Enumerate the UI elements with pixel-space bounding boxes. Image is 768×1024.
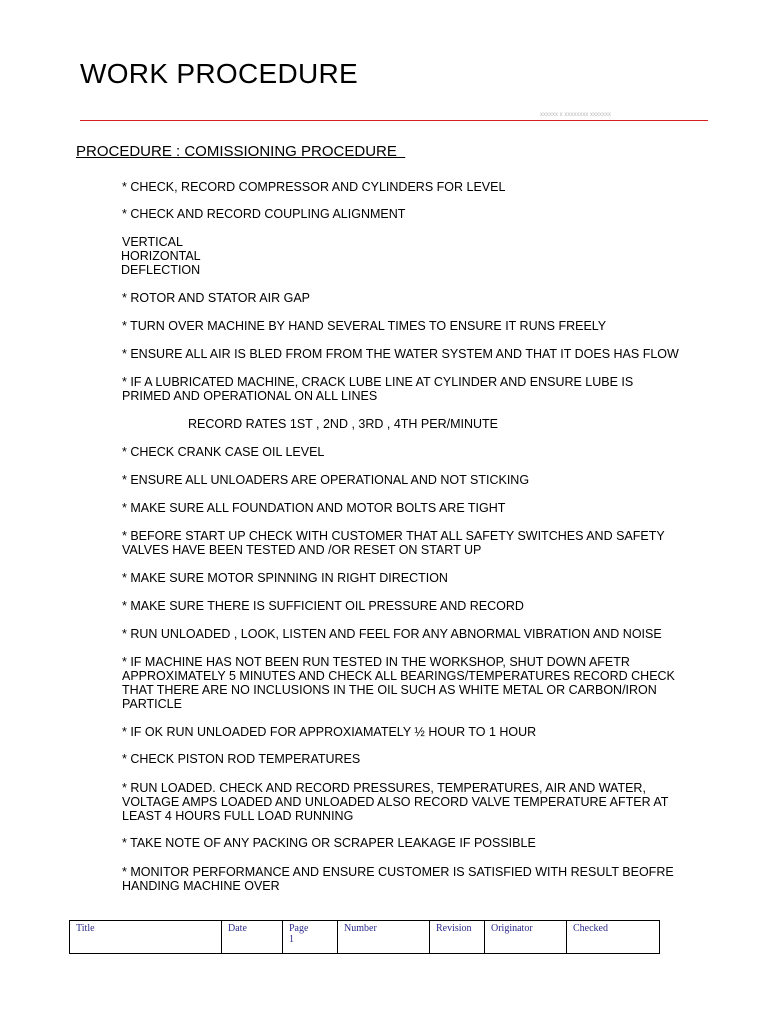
step-item: * ROTOR AND STATOR AIR GAP [122, 291, 311, 305]
alignment-item: DEFLECTION [121, 263, 201, 277]
footer-page-cell [283, 921, 338, 954]
footer-number-label: Number [344, 923, 377, 934]
footer-checked-label: Checked [573, 923, 608, 934]
procedure-heading-text: PROCEDURE : COMISSIONING PROCEDURE [76, 143, 406, 160]
step-item: * TAKE NOTE OF ANY PACKING OR SCRAPER LEAKAGE IF POSSIBLE [122, 836, 536, 850]
step-item: * IF OK RUN UNLOADED FOR APPROXIAMATELY ½ HOUR TO 1 HOUR [122, 725, 537, 739]
footer-page-label: Page [289, 923, 309, 934]
step-item: * MAKE SURE ALL FOUNDATION AND MOTOR BOLTS ARE TIGHT [122, 501, 506, 515]
footer-originator-label: Originator [491, 923, 533, 934]
step-item: * ENSURE ALL AIR IS BLED FROM FROM THE WATER SYSTEM AND THAT IT DOES HAS FLOW [122, 347, 679, 361]
step-item: * MONITOR PERFORMANCE AND ENSURE CUSTOMER IS SATISFIED WITH RESULT BEOFRE HANDING MACHINE OVER [122, 865, 674, 893]
step-item: * CHECK PISTON ROD TEMPERATURES [122, 752, 361, 766]
footer-revision-label: Revision [436, 923, 472, 934]
alignment-item: HORIZONTAL [121, 249, 201, 263]
faint-header-text: xxxxxx x xxxxxxxx xxxxxxx [540, 112, 612, 118]
step-item: * RUN UNLOADED , LOOK, LISTEN AND FEEL FOR ANY ABNORMAL VIBRATION AND NOISE [122, 627, 662, 641]
footer-revision-cell [430, 921, 485, 954]
step-sub-item: RECORD RATES 1ST , 2ND , 3RD , 4TH PER/MINUTE [188, 417, 499, 431]
step-item: * ENSURE ALL UNLOADERS ARE OPERATIONAL AND NOT STICKING [122, 473, 530, 487]
footer-number-cell [338, 921, 430, 954]
footer-checked-cell [567, 921, 660, 954]
footer-date-cell [222, 921, 283, 954]
step-item: * IF A LUBRICATED MACHINE, CRACK LUBE LINE AT CYLINDER AND ENSURE LUBE IS PRIMED AND OPERATIONAL ON ALL LINES [122, 375, 634, 403]
step-item: * BEFORE START UP CHECK WITH CUSTOMER THAT ALL SAFETY SWITCHES AND SAFETY VALVES HAVE BEEN TESTED AND /OR RESET ON START UP [122, 529, 665, 557]
footer-originator-cell [485, 921, 567, 954]
step-item: * RUN LOADED. CHECK AND RECORD PRESSURES, TEMPERATURES, AIR AND WATER, VOLTAGE AMPS LOADED AND UNLOADED ALSO RECORD VALVE TEMPERATURE AFTER AT LEAST 4 HOURS FULL LOAD RUNNING [122, 781, 669, 823]
footer-page-number: 1 [289, 934, 294, 945]
footer-date-label: Date [228, 923, 247, 934]
document-title: WORK PROCEDURE [80, 58, 358, 89]
footer-title-label: Title [76, 923, 95, 934]
step-item: * TURN OVER MACHINE BY HAND SEVERAL TIMES TO ENSURE IT RUNS FREELY [122, 319, 607, 333]
footer-table [69, 920, 660, 954]
step-item: * MAKE SURE THERE IS SUFFICIENT OIL PRESSURE AND RECORD [122, 599, 524, 613]
footer-row [70, 921, 660, 954]
step-item: * MAKE SURE MOTOR SPINNING IN RIGHT DIRECTION [122, 571, 448, 585]
step-item: * IF MACHINE HAS NOT BEEN RUN TESTED IN THE WORKSHOP, SHUT DOWN AFETR APPROXIMATELY 5 MINUTES AND CHECK ALL BEARINGS/TEMPERATURES RECORD CHECK THAT THERE ARE NO INCLUSIONS IN THE OIL SUCH AS WHITE METAL OR CARBON/IRON PARTICLE [122, 655, 675, 711]
alignment-item: VERTICAL [122, 235, 183, 249]
step-item: * CHECK, RECORD COMPRESSOR AND CYLINDERS FOR LEVEL [122, 180, 506, 194]
footer-title-cell [70, 921, 222, 954]
step-item: * CHECK CRANK CASE OIL LEVEL [122, 445, 325, 459]
step-item: * CHECK AND RECORD COUPLING ALIGNMENT [122, 207, 406, 221]
